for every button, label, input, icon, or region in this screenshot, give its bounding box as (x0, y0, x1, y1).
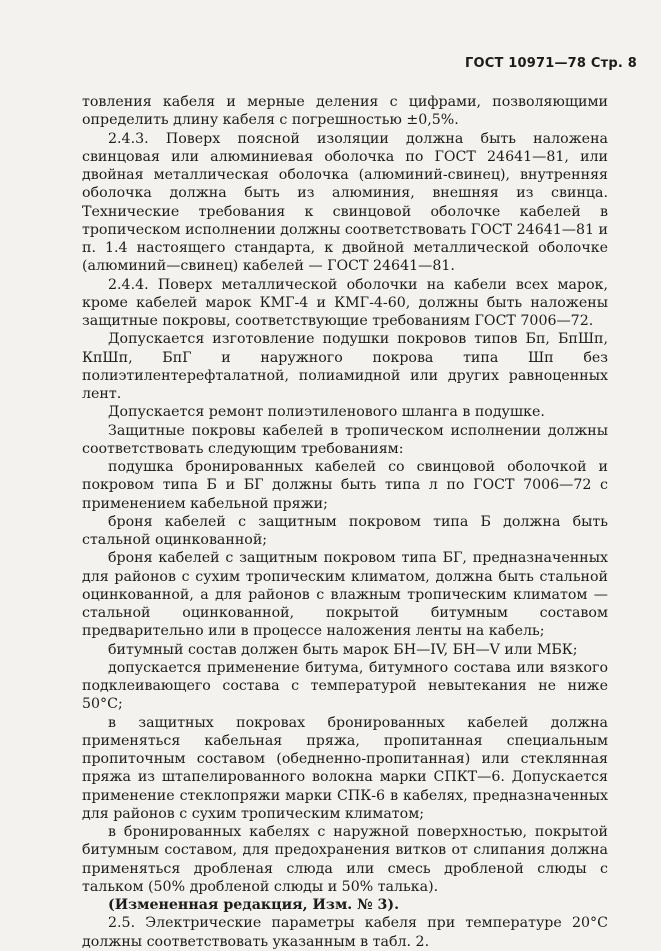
body-text (82, 93, 608, 951)
paragraph-2-5: 2.5. Электрические параметры кабеля при температуре 20°С должны соответствовать указанным в табл. 2. (82, 915, 608, 950)
paragraph-2-4-4: 2.4.4. Поверх металлической оболочки на кабели всех марок, кроме кабелей марок КМГ-4 и КМГ-4-60, должны быть наложены защитные покровы, соответствующие требованиям ГОСТ 7006—72. (82, 276, 608, 329)
requirement-item: броня кабелей с защитным покровом типа БГ, предназначенных для районов с сухим тропическим климатом, должна быть стальной оцинкованной, а для районов с влажным тропическим климатом — стальной оцинкованной, покрытой битумным составом предварительно или в процессе наложения ленты на кабель; (82, 550, 608, 640)
paragraph-2-4-3: 2.4.3. Поверх поясной изоляции должна быть наложена свинцовая или алюминиевая оболочка по ГОСТ 24641—81, или двойная металлическая оболочка (алюминий-свинец), внутренняя оболочка должна быть из алюминия, внешняя из свинца. Технические требования к свинцовой оболочке кабелей в тропическом исполнении должны соответствовать ГОСТ 24641—81 и п. 1.4 настоящего стандарта, к двойной металлической оболочке (алюминий—свинец) кабелей — ГОСТ 24641—81. (82, 130, 608, 275)
page-header: ГОСТ 10971—78 Стр. 8 (464, 56, 637, 71)
requirement-item: подушка бронированных кабелей со свинцовой оболочкой и покровом типа Б и БГ должны быть типа л по ГОСТ 7006—72 с применением кабельной пряжи; (82, 459, 608, 512)
requirement-item: броня кабелей с защитным покровом типа Б должна быть стальной оцинкованной; (82, 513, 608, 548)
requirement-item: в защитных покровах бронированных кабелей должна применяться кабельная пряжа, пропитанная специальным пропиточным составом (обедненно-пропитанная) или стеклянная пряжа из штапелированного волокна марки СПКТ—6. Допускается применение стеклопряжи марки СПК-6 в кабелях, предназначенных для районов с сухим тропическим климатом; (82, 714, 608, 822)
paragraph: Допускается ремонт полиэтиленового шланга в подушке. (108, 404, 545, 421)
paragraph: товления кабеля и мерные деления с цифрами, позволяющими определить длину кабеля с погрешностью ±0,5%. (82, 94, 608, 129)
revision-note: (Измененная редакция, Изм. № 3). (108, 897, 400, 913)
requirement-item: в бронированных кабелях с наружной поверхностью, покрытой битумным составом, для предохранения витков от слипания должна применяться дробленая слюда или смесь дробленой слюды с тальком (50% дробленой слюды и 50% талька). (82, 824, 608, 895)
paragraph: Защитные покровы кабелей в тропическом исполнении должны соответствовать следующим требованиям: (82, 422, 608, 457)
requirement-item: битумный состав должен быть марок БН—IV, БН—V или МБК; (108, 641, 578, 658)
paragraph: Допускается изготовление подушки покровов типов Бп, БпШп, КпШп, БпГ и наружного покрова типа Шп без полиэтилентерефталатной, полиамидной или других равноценных лент. (82, 331, 608, 402)
requirement-item: допускается применение битума, битумного состава или вязкого подклеивающего состава с температурой невытекания не ниже 50°С; (82, 659, 608, 713)
